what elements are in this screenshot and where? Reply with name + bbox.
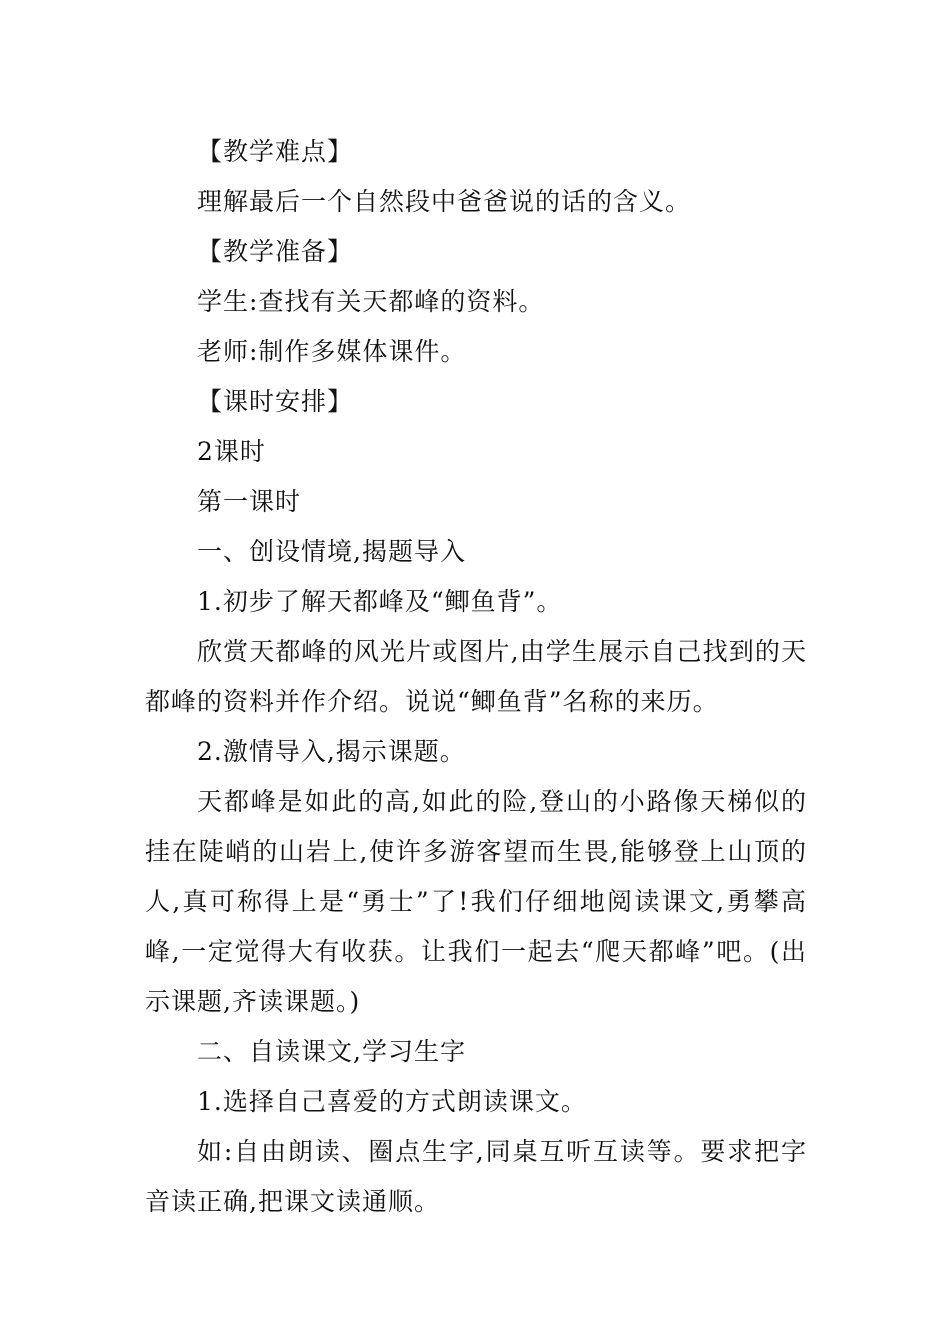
paragraph-student-preparation: 学生:查找有关天都峰的资料。	[197, 287, 545, 316]
section-heading-intro: 一、创设情境,揭题导入	[197, 537, 466, 566]
section-heading-self-reading: 二、自读课文,学习生字	[197, 1037, 466, 1066]
heading-first-lesson: 第一课时	[197, 487, 302, 516]
step-choose-way-heading: 1.选择自己喜爱的方式朗读课文。	[197, 1087, 587, 1116]
heading-lesson-schedule: 【课时安排】	[197, 387, 354, 416]
step-2-heading: 2.激情导入,揭示课题。	[197, 737, 466, 766]
document-page	[145, 127, 807, 1227]
heading-teaching-preparation: 【教学准备】	[197, 237, 354, 266]
paragraph-difficulty-content: 理解最后一个自然段中爸爸说的话的含义。	[197, 187, 692, 216]
paragraph-lesson-count: 2课时	[197, 437, 266, 466]
paragraph-teacher-preparation: 老师:制作多媒体课件。	[197, 337, 467, 366]
paragraph-tiandu-peak: 天都峰是如此的高,如此的险,登山的小路像天梯似的挂在陡峭的山岩上,使许多游客望而生畏,能够登上山顶的人,真可称得上是“勇士”了!我们仔细地阅读课文,勇攀高峰,一定觉得大有收获。让我们一起去“爬天都峰”吧。(出示课题,齐读课题。)	[145, 787, 807, 1016]
paragraph-appreciate: 欣赏天都峰的风光片或图片,由学生展示自己找到的天都峰的资料并作介绍。说说“鲫鱼背”名称的来历。	[145, 637, 807, 716]
step-1-heading: 1.初步了解天都峰及“鲫鱼背”。	[197, 587, 563, 616]
heading-teaching-difficulty: 【教学难点】	[197, 137, 354, 166]
paragraph-reading-requirements: 如:自由朗读、圈点生字,同桌互听互读等。要求把字音读正确,把课文读通顺。	[145, 1137, 807, 1216]
